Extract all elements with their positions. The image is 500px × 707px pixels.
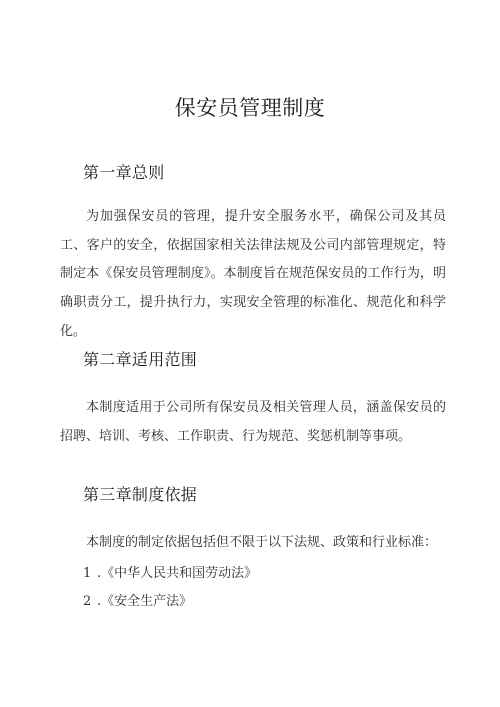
list-item-text: .《安全生产法》 — [97, 594, 193, 609]
section-heading-general: 第一章总则 — [83, 163, 165, 182]
section-heading-scope: 第二章适用范围 — [83, 350, 198, 369]
list-item-safety-law — [83, 590, 192, 609]
list-item-number: 2 — [83, 594, 92, 609]
section-body-basis: 本制度的制定依据包括但不限于以下法规、政策和行业标准： — [86, 535, 438, 550]
section-body-scope: 本制度适用于公司所有保安员及相关管理人员，涵盖保安员的招聘、培训、考核、工作职责、行为规范、奖惩机制等事项。 — [60, 400, 446, 444]
document-title: 保安员管理制度 — [174, 96, 326, 120]
list-item-labor-law — [83, 562, 257, 581]
list-item-text: .《中华人民共和国劳动法》 — [97, 566, 258, 581]
section-body-general: 为加强保安员的管理，提升安全服务水平，确保公司及其员工、客户的安全，依据国家相关法律法规及公司内部管理规定，特制定本《保安员管理制度》。本制度旨在规范保安员的工作行为，明确职责分工，提升执行力，实现安全管理的标准化、规范化和科学化。 — [60, 209, 446, 339]
list-item-number: 1 — [83, 566, 92, 581]
section-heading-basis: 第三章制度依据 — [83, 485, 198, 504]
